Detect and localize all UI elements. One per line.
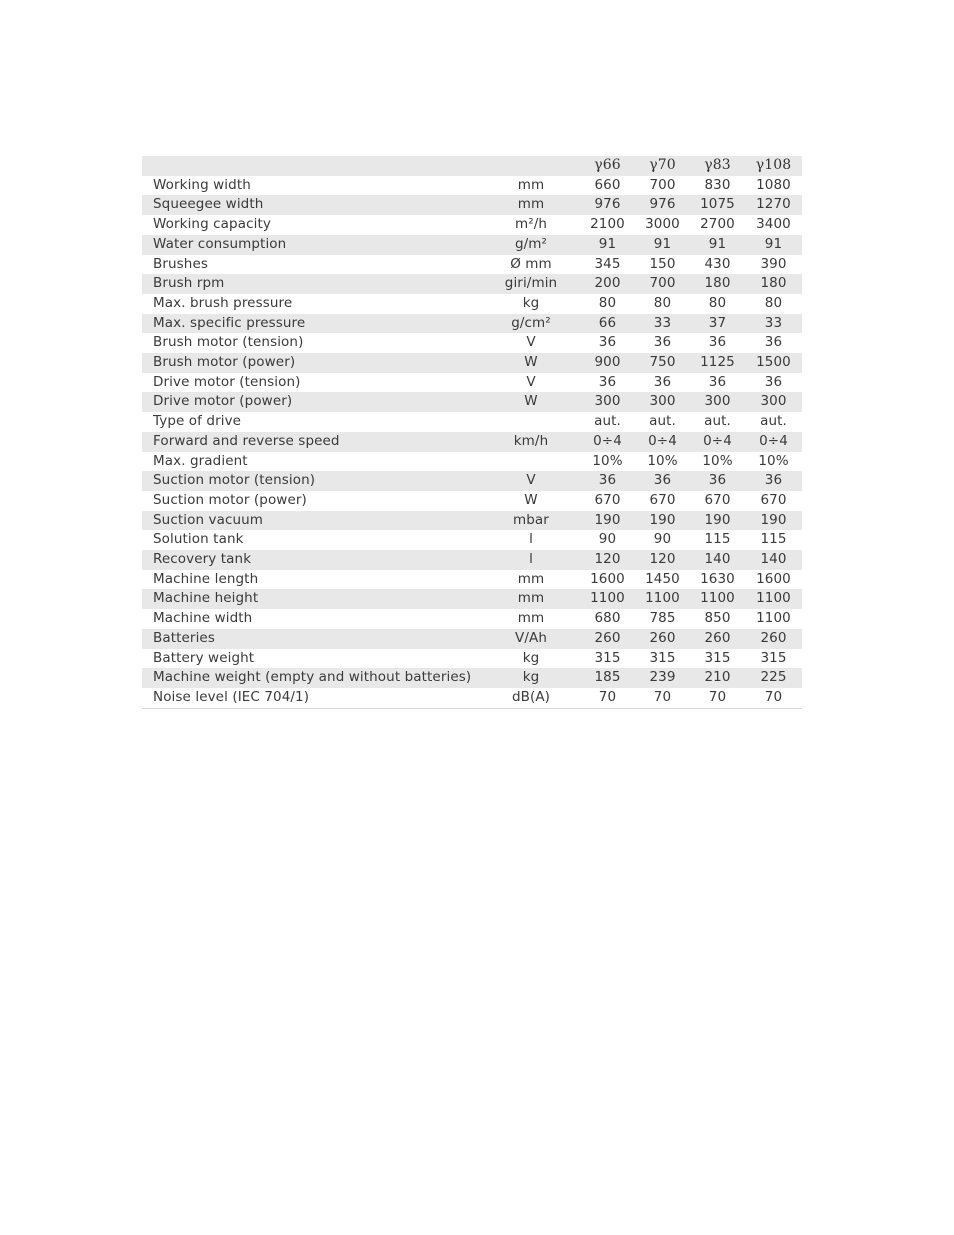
row-value: 1075 — [690, 195, 745, 215]
row-value: 91 — [745, 235, 802, 255]
table-row — [142, 255, 802, 275]
row-value: 36 — [745, 373, 802, 393]
row-label: Brush motor (tension) — [142, 333, 482, 353]
row-label: Brush rpm — [142, 274, 482, 294]
row-value: 260 — [580, 629, 635, 649]
row-value: 345 — [580, 255, 635, 275]
row-value: 660 — [580, 176, 635, 196]
row-unit: mm — [482, 570, 580, 590]
row-value: 830 — [690, 176, 745, 196]
row-value: 315 — [580, 649, 635, 669]
row-value: 10% — [635, 452, 690, 472]
row-value: 670 — [635, 491, 690, 511]
header-label-cell — [142, 156, 482, 176]
row-value: 70 — [690, 688, 745, 708]
row-value: 90 — [635, 530, 690, 550]
header-model: γ83 — [690, 156, 745, 176]
row-value: 1270 — [745, 195, 802, 215]
row-value: aut. — [690, 412, 745, 432]
row-unit: kg — [482, 294, 580, 314]
table-row — [142, 195, 802, 215]
row-unit: kg — [482, 649, 580, 669]
row-value: 115 — [745, 530, 802, 550]
table-row — [142, 550, 802, 570]
row-label: Max. gradient — [142, 452, 482, 472]
table-row — [142, 314, 802, 334]
row-label: Type of drive — [142, 412, 482, 432]
table-row — [142, 688, 802, 708]
row-label: Machine width — [142, 609, 482, 629]
spec-table — [142, 156, 802, 709]
row-label: Forward and reverse speed — [142, 432, 482, 452]
row-label: Water consumption — [142, 235, 482, 255]
row-unit: V — [482, 333, 580, 353]
header-unit-cell — [482, 156, 580, 176]
table-row — [142, 668, 802, 688]
row-label: Batteries — [142, 629, 482, 649]
row-value: 36 — [580, 333, 635, 353]
row-unit: g/m² — [482, 235, 580, 255]
table-row — [142, 333, 802, 353]
row-unit: V — [482, 373, 580, 393]
row-value: 430 — [690, 255, 745, 275]
row-value: 70 — [745, 688, 802, 708]
row-unit: l — [482, 530, 580, 550]
table-row — [142, 215, 802, 235]
table-row — [142, 353, 802, 373]
row-value: 120 — [635, 550, 690, 570]
row-value: aut. — [635, 412, 690, 432]
row-value: 33 — [745, 314, 802, 334]
row-value: 90 — [580, 530, 635, 550]
row-value: 850 — [690, 609, 745, 629]
spec-table-body — [142, 176, 802, 708]
row-value: 115 — [690, 530, 745, 550]
row-value: 120 — [580, 550, 635, 570]
table-row — [142, 471, 802, 491]
row-label: Battery weight — [142, 649, 482, 669]
row-value: 37 — [690, 314, 745, 334]
row-value: 140 — [745, 550, 802, 570]
row-value: 3400 — [745, 215, 802, 235]
row-value: 300 — [690, 392, 745, 412]
row-value: 91 — [635, 235, 690, 255]
row-value: 1500 — [745, 353, 802, 373]
row-value: 900 — [580, 353, 635, 373]
row-value: 91 — [580, 235, 635, 255]
row-value: 80 — [635, 294, 690, 314]
row-label: Brush motor (power) — [142, 353, 482, 373]
row-value: 150 — [635, 255, 690, 275]
row-value: 91 — [690, 235, 745, 255]
header-model: γ108 — [745, 156, 802, 176]
row-label: Suction motor (power) — [142, 491, 482, 511]
row-value: 1450 — [635, 570, 690, 590]
row-value: 80 — [745, 294, 802, 314]
row-unit: mm — [482, 609, 580, 629]
row-unit: mm — [482, 195, 580, 215]
row-value: 315 — [690, 649, 745, 669]
table-row — [142, 412, 802, 432]
row-label: Squeegee width — [142, 195, 482, 215]
row-unit: W — [482, 491, 580, 511]
row-unit: mm — [482, 589, 580, 609]
row-value: 1100 — [635, 589, 690, 609]
row-value: 70 — [635, 688, 690, 708]
table-row — [142, 274, 802, 294]
row-value: 36 — [580, 471, 635, 491]
table-row — [142, 649, 802, 669]
row-label: Machine height — [142, 589, 482, 609]
row-value: 670 — [580, 491, 635, 511]
row-value: 1125 — [690, 353, 745, 373]
row-value: 36 — [745, 333, 802, 353]
row-value: 976 — [580, 195, 635, 215]
row-value: 33 — [635, 314, 690, 334]
row-unit: l — [482, 550, 580, 570]
row-value: 315 — [635, 649, 690, 669]
row-label: Suction motor (tension) — [142, 471, 482, 491]
table-row — [142, 432, 802, 452]
row-unit: dB(A) — [482, 688, 580, 708]
row-label: Working capacity — [142, 215, 482, 235]
row-value: 239 — [635, 668, 690, 688]
row-value: 670 — [690, 491, 745, 511]
row-value: 670 — [745, 491, 802, 511]
row-value: 200 — [580, 274, 635, 294]
row-value: 976 — [635, 195, 690, 215]
row-label: Max. brush pressure — [142, 294, 482, 314]
row-value: aut. — [745, 412, 802, 432]
row-value: 3000 — [635, 215, 690, 235]
row-value: 1100 — [745, 609, 802, 629]
row-value: 700 — [635, 274, 690, 294]
row-value: 190 — [580, 511, 635, 531]
table-row — [142, 235, 802, 255]
row-value: 180 — [690, 274, 745, 294]
row-value: 260 — [690, 629, 745, 649]
row-label: Solution tank — [142, 530, 482, 550]
row-value: 1100 — [580, 589, 635, 609]
row-value: 36 — [690, 373, 745, 393]
row-value: 190 — [745, 511, 802, 531]
table-row — [142, 609, 802, 629]
row-value: 680 — [580, 609, 635, 629]
row-value: 750 — [635, 353, 690, 373]
row-value: 0÷4 — [635, 432, 690, 452]
row-value: 300 — [745, 392, 802, 412]
row-value: 190 — [635, 511, 690, 531]
row-value: 1600 — [745, 570, 802, 590]
row-value: 0÷4 — [745, 432, 802, 452]
row-label: Suction vacuum — [142, 511, 482, 531]
table-row — [142, 392, 802, 412]
row-unit: W — [482, 392, 580, 412]
row-value: 1100 — [745, 589, 802, 609]
row-value: 80 — [580, 294, 635, 314]
row-value: 300 — [580, 392, 635, 412]
table-row — [142, 570, 802, 590]
row-value: 1630 — [690, 570, 745, 590]
row-value: 210 — [690, 668, 745, 688]
row-label: Noise level (IEC 704/1) — [142, 688, 482, 708]
header-model: γ66 — [580, 156, 635, 176]
row-label: Brushes — [142, 255, 482, 275]
row-label: Max. specific pressure — [142, 314, 482, 334]
row-value: 300 — [635, 392, 690, 412]
row-value: 0÷4 — [580, 432, 635, 452]
row-label: Drive motor (power) — [142, 392, 482, 412]
row-value: aut. — [580, 412, 635, 432]
row-value: 390 — [745, 255, 802, 275]
row-value: 225 — [745, 668, 802, 688]
table-row — [142, 373, 802, 393]
table-row — [142, 589, 802, 609]
row-unit: V — [482, 471, 580, 491]
row-value: 36 — [690, 333, 745, 353]
row-label: Drive motor (tension) — [142, 373, 482, 393]
table-row — [142, 176, 802, 196]
row-value: 10% — [745, 452, 802, 472]
row-value: 785 — [635, 609, 690, 629]
row-value: 36 — [580, 373, 635, 393]
row-value: 190 — [690, 511, 745, 531]
row-value: 260 — [635, 629, 690, 649]
row-value: 36 — [635, 373, 690, 393]
table-row — [142, 294, 802, 314]
row-value: 1600 — [580, 570, 635, 590]
row-unit: giri/min — [482, 274, 580, 294]
table-header-row — [142, 156, 802, 176]
row-value: 36 — [745, 471, 802, 491]
row-label: Machine length — [142, 570, 482, 590]
table-row — [142, 511, 802, 531]
row-value: 36 — [690, 471, 745, 491]
row-value: 315 — [745, 649, 802, 669]
table-row — [142, 629, 802, 649]
row-label: Machine weight (empty and without batteries) — [142, 668, 482, 688]
table-row — [142, 452, 802, 472]
row-unit: kg — [482, 668, 580, 688]
row-label: Working width — [142, 176, 482, 196]
row-unit: km/h — [482, 432, 580, 452]
row-value: 36 — [635, 333, 690, 353]
row-unit: mm — [482, 176, 580, 196]
row-unit — [482, 452, 580, 472]
row-unit: V/Ah — [482, 629, 580, 649]
row-label: Recovery tank — [142, 550, 482, 570]
row-value: 1100 — [690, 589, 745, 609]
row-value: 36 — [635, 471, 690, 491]
row-unit: Ø mm — [482, 255, 580, 275]
table-row — [142, 530, 802, 550]
row-value: 140 — [690, 550, 745, 570]
row-value: 1080 — [745, 176, 802, 196]
row-unit: W — [482, 353, 580, 373]
row-value: 2100 — [580, 215, 635, 235]
row-unit: g/cm² — [482, 314, 580, 334]
header-model: γ70 — [635, 156, 690, 176]
row-value: 10% — [580, 452, 635, 472]
table-row — [142, 491, 802, 511]
row-value: 0÷4 — [690, 432, 745, 452]
row-value: 260 — [745, 629, 802, 649]
row-value: 70 — [580, 688, 635, 708]
row-value: 185 — [580, 668, 635, 688]
row-value: 180 — [745, 274, 802, 294]
row-unit: mbar — [482, 511, 580, 531]
row-value: 10% — [690, 452, 745, 472]
row-unit — [482, 412, 580, 432]
row-value: 80 — [690, 294, 745, 314]
row-value: 2700 — [690, 215, 745, 235]
row-unit: m²/h — [482, 215, 580, 235]
row-value: 700 — [635, 176, 690, 196]
row-value: 66 — [580, 314, 635, 334]
